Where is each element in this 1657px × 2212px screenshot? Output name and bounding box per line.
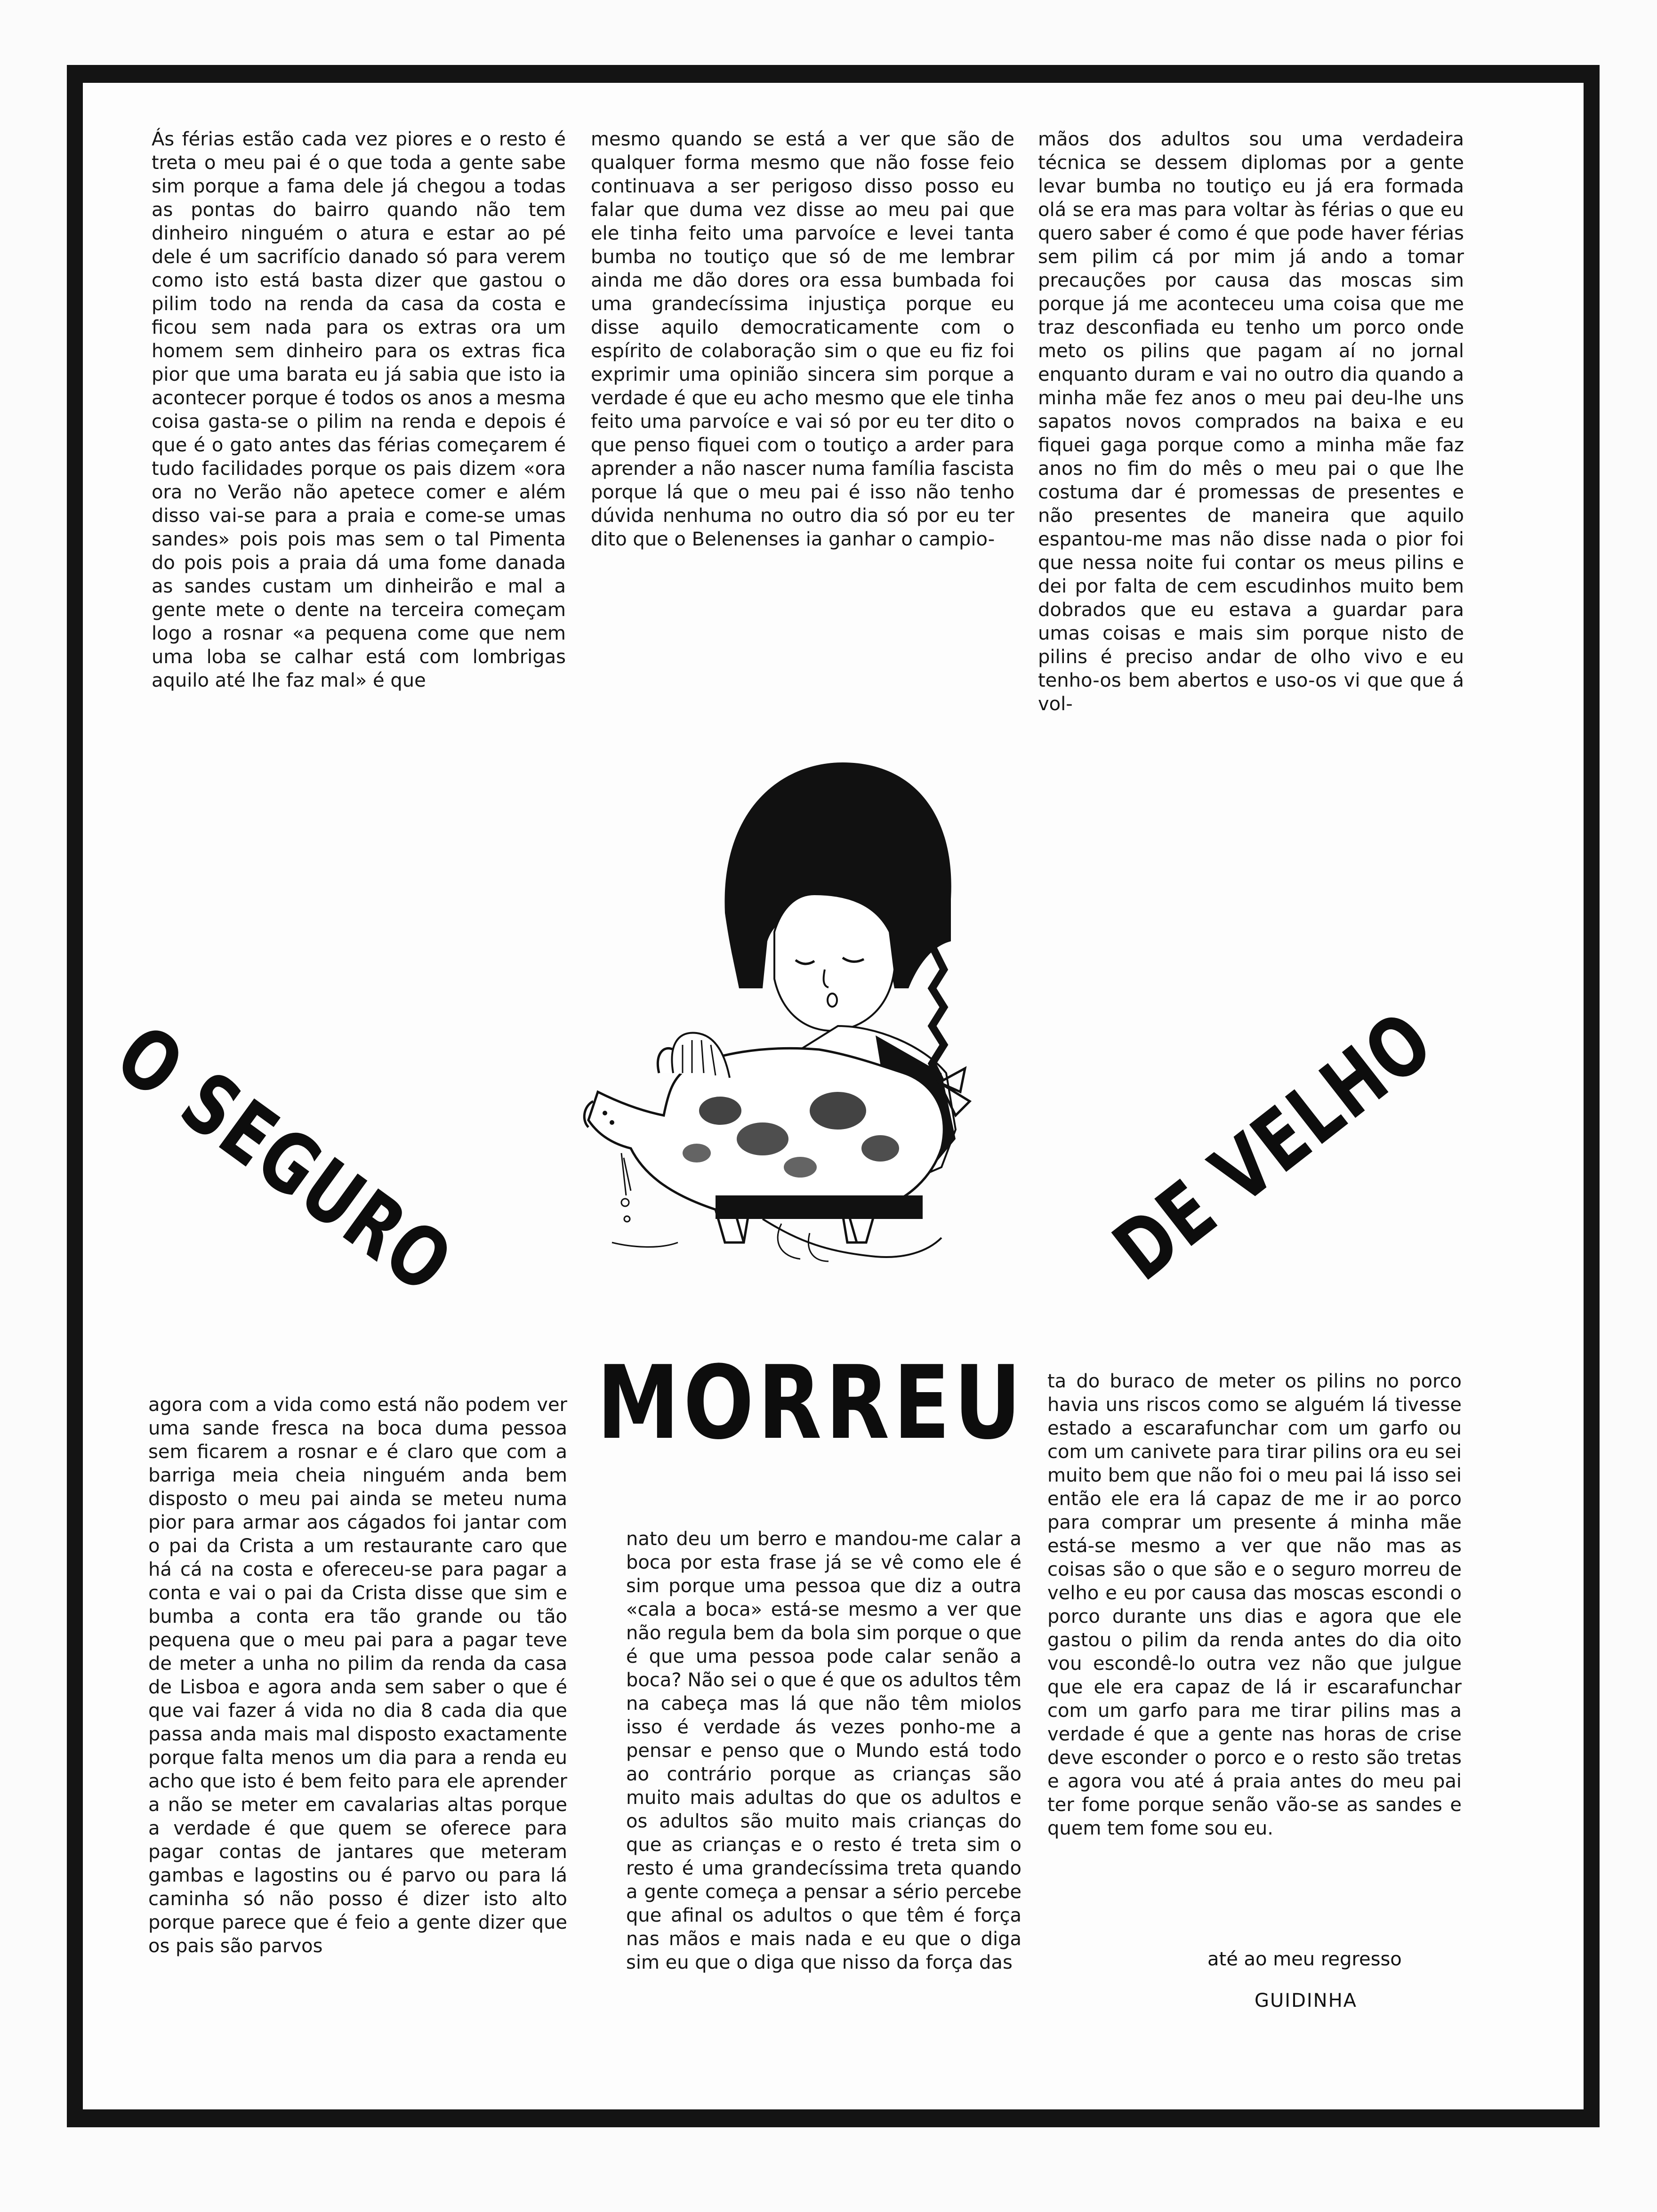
article-column-3: mãos dos adultos sou uma verdadeira técnica se dessem diplomas por a gente levar bumba no toutiço eu já era formada olá se era mas para voltar às férias o que eu quero saber é como é que pode haver férias sem pilim cá por mim já ando a tomar precauções por causa das moscas sim porque já me aconteceu uma coisa que me traz desconfiada eu tenho um porco onde meto os pilins que pagam aí no jornal enquanto duram e vai no outro dia quando a minha mãe fez anos o meu pai deu-lhe uns sapatos novos comprados na baixa e eu fiquei gaga porque como a minha mãe faz anos no fim do mês o meu pai o que lhe costuma dar é promessas de presentes e não presentes de maneira que aquilo espantou-me mas não disse nada o pior foi que nessa noite fui contar os meus pilins e dei por falta de cem escudinhos muito bem dobrados que eu estava a guardar para umas coisas e mais sim porque nisto de pilins é preciso andar de olho vivo e eu tenho-os bem abertos e uso-os vi que que á vol- xyxy=(1038,128,1464,715)
girl-hand-left xyxy=(672,1033,730,1078)
title-o-seguro: O SEGURO xyxy=(99,1007,469,1313)
girl-braid xyxy=(932,946,944,1082)
article-column-4: agora com a vida como está não podem ver uma sande fresca na boca duma pessoa sem ficarem a rosnar e é claro que com a barriga meia cheia ninguém anda bem disposto o meu pai ainda se meteu numa pior para armar aos cágados foi jantar com o pai da Crista a um restaurante caro que há cá na costa e ofereceu-se para pagar a conta e vai o pai da Crista disse que sim e bumba a conta era tão grande ou tão pequena que o meu pai para a pagar teve de meter a unha no pilim da renda da casa de Lisboa e agora anda sem saber o que é que vai fazer á vida no dia 8 cada dia que passa anda mais mal disposto exactamente porque falta menos um dia para a renda eu acho que isto é bem feito para ele aprender a não se meter em cavalarias altas porque a verdade é que quem se oferece para pagar contas de jantares que meteram gambas e lagostins ou é parvo ou para lá caminha só não posso é dizer isto alto porque parece que é feio a gente dizer que os pais são parvos xyxy=(148,1394,567,1957)
girl-with-piggy-bank-illustration xyxy=(518,744,1106,1332)
signoff-text: até ao meu regresso xyxy=(1207,1948,1402,1970)
title-morreu: MORREU xyxy=(597,1344,1025,1462)
girl-face xyxy=(774,894,894,1031)
article-column-1: Ás férias estão cada vez piores e o resto é treta o meu pai é o que toda a gente sabe sim porque a fama dele já chegou a todas as pontas do bairro quando não tem dinheiro ninguém o atura e estar ao pé dele é um sacrifício danado só para verem como isto está basta dizer que gastou o pilim todo na renda da casa da costa e ficou sem nada para os extras ora um homem sem dinheiro para os extras fica pior que uma barata eu já sabia que isto ia acontecer porque é todos os anos a mesma coisa gasta-se o pilim na renda e depois é que é o gato antes das férias começarem é tudo facilidades porque os pais dizem «ora ora no Verão não apetece comer e além disso vai-se para a praia e come-se umas sandes» pois pois mas sem o tal Pimenta do pois pois a praia dá uma fome danada as sandes custam um dinheirão e mal a gente mete o dente na terceira começam logo a rosnar «a pequena come que nem uma loba se calhar está com lombrigas aquilo até lhe faz mal» é que xyxy=(152,128,566,691)
article-column-5: nato deu um berro e mandou-me calar a boca por esta frase já se vê como ele é sim porque uma pessoa que diz a outra «cala a boca» está-se mesmo a ver que não regula bem da bola sim porque o que é que uma pessoa pode calar senão a boca? Não sei o que é que os adultos têm na cabeça mas lá que não têm miolos isso é verdade ás vezes ponho-me a pensar e penso que o Mundo está todo ao contrário porque as crianças são muito mais adultas do que os adultos e os adultos são muito mais crianças do que as crianças e o resto é treta sim o resto é uma grandecíssima treta quando a gente começa a pensar a sério percebe que afinal os adultos o que têm é força nas mãos e mais nada e eu que o diga sim eu que o diga que nisso da força das xyxy=(626,1528,1022,1973)
article-column-6: ta do buraco de meter os pilins no porco havia uns riscos como se alguém lá tivesse estado a escarafunchar com um garfo ou com um canivete para tirar pilins ora eu sei muito bem que não foi o meu pai lá isso sei então ele era lá capaz de me ir ao porco para comprar um presente á minha mãe está-se mesmo a ver que não mas as coisas são o que são e o seguro morreu de velho e eu por causa das moscas escondi o porco durante uns dias e agora que ele gastou o pilim da renda antes do dia oito vou escondê-lo outra vez não que julgue que ele era capaz de lá ir escarafunchar com um garfo para me tirar pilins mas a verdade é que a gente nas horas de crise deve esconder o porco e o resto são tretas e agora vou até á praia antes do meu pai ter fome porque senão vão-se as sandes e quem tem fome sou eu. xyxy=(1047,1370,1462,1839)
author-name: GUIDINHA xyxy=(1255,1990,1358,2012)
article-column-2: mesmo quando se está a ver que são de qualquer forma mesmo que não fosse feio continuava a ser perigoso disso posso eu falar que duma vez disse ao meu pai que ele tinha feito uma parvoíce e levei tanta bumba no toutiço que só de me lembrar ainda me dão dores ora essa bumbada foi uma grandecíssima injustiça porque eu disse aquilo democraticamente com o espírito de colaboração sim o que eu fiz foi exprimir uma opinião sincera sim porque a verdade é que eu acho mesmo que ele tinha feito uma parvoíce e vai só por eu ter dito o que penso fiquei com o toutiço a arder para aprender a não nascer numa família fascista porque lá que o meu pai é isso não tenho dúvida nenhuma no outro dia só por eu ter dito que o Belenenses ia ganhar o campio- xyxy=(591,128,1014,550)
title-de-velho: DE VELHO xyxy=(1097,993,1451,1299)
